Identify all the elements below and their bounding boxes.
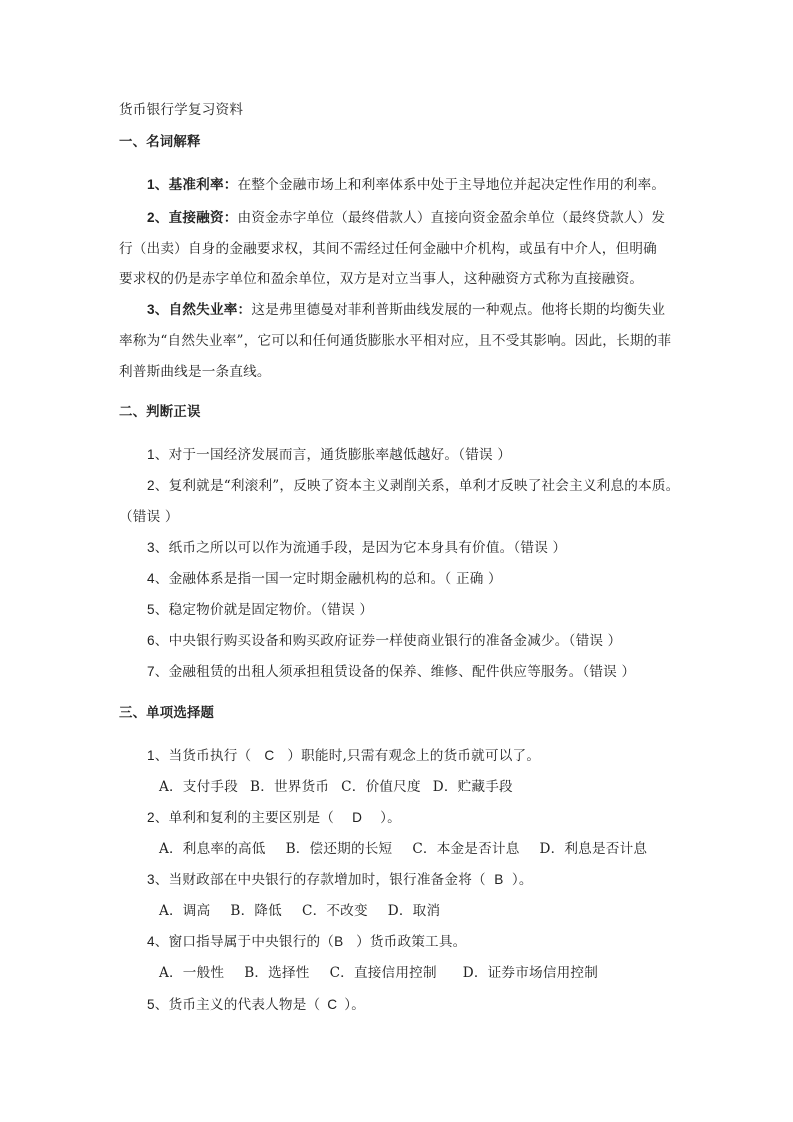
option-c: C．直接信用控制 [329,965,437,981]
item-number: 3、 [147,872,169,887]
definition-item [147,176,665,194]
option-d: D．贮藏手段 [432,779,513,795]
question-stem: 当财政部在中央银行的存款增加时，银行准备金将（ [168,872,486,888]
definition-term: 直接融资 [168,210,224,226]
option-a: A．支付手段 [159,779,238,795]
statement-text: 金融租赁的出租人须承担租赁设备的保养、维修、配件供应等服务。（错误 ） [168,664,636,680]
statement-text: 中央银行购买设备和购买政府证券一样使商业银行的准备金减少。（错误 ） [168,633,622,649]
choice-question [147,996,365,1014]
question-stem: 单利和复利的主要区别是（ [168,810,335,826]
statement-answer-continued: （错误 ） [119,509,179,525]
item-number: 3、 [147,540,169,555]
question-stem: 窗口指导属于中央银行的（ [168,934,335,950]
option-d: D．利息是否计息 [539,841,648,857]
option-a: A．利息率的高低 [159,841,266,857]
definition-text: 由资金赤字单位（最终借款人）直接向资金盈余单位（最终贷款人）发 [237,210,666,226]
choice-options [159,840,647,858]
definition-item [147,209,665,227]
option-d: D．取消 [387,903,441,919]
item-number: 3、 [147,302,169,317]
question-stem-end: ）。 [344,997,366,1013]
question-answer: C [264,748,275,763]
choice-question [147,809,401,827]
choice-options [159,778,513,796]
definition-text-continued: 行（出卖）自身的金融要求权，其间不需经过任何金融中介机构，或虽有中介人，但明确 [119,241,657,257]
question-stem-end: ）货币政策工具。 [356,934,467,950]
true-false-item [147,663,635,681]
item-number: 1、 [147,447,169,462]
choice-question [147,871,533,889]
question-answer: B [334,934,344,949]
item-number: 2、 [147,810,169,825]
statement-text: 稳定物价就是固定物价。（错误 ） [168,602,374,618]
option-c: C．不改变 [301,903,368,919]
option-c: C．价值尺度 [341,779,421,795]
choice-options [159,902,440,920]
statement-text: 对于一国经济发展而言，通货膨胀率越低越好。（错误 ） [168,447,512,463]
item-number: 2、 [147,478,169,493]
definition-term: 基准利率 [168,177,224,193]
statement-text: 纸币之所以可以作为流通手段，是因为它本身具有价值。（错误 ） [168,540,567,556]
definition-text-continued: 率称为“自然失业率”，它可以和任何通货膨胀水平相对应，且不受其影响。因此，长期的菲 [119,333,672,349]
option-b: B．降低 [230,903,282,919]
option-b: B．世界货币 [250,779,330,795]
term-colon: ： [223,177,238,193]
true-false-item [147,601,373,619]
definition-item [147,301,665,319]
item-number: 6、 [147,633,169,648]
choice-question [147,933,466,951]
question-stem-end: ）。 [511,872,533,888]
definition-text-continued: 要求权的仍是赤字单位和盈余单位，双方是对立当事人，这种融资方式称为直接融资。 [119,271,644,287]
true-false-item [147,570,502,588]
choice-options [159,964,598,982]
question-stem-end: ）职能时,只需有观念上的货币就可以了。 [287,748,541,764]
statement-text: 复利就是“利滚利”，反映了资本主义剥削关系，单利才反映了社会主义利息的本质。 [168,478,680,494]
true-false-item [147,446,511,464]
option-d: D．证券市场信用控制 [462,965,598,981]
item-number: 4、 [147,934,169,949]
statement-text: 金融体系是指一国一定时期金融机构的总和。（ 正确 ） [168,571,502,587]
question-stem-end: ）。 [380,810,401,826]
question-answer: B [494,872,504,887]
question-answer: C [327,997,338,1012]
section-heading-definitions: 一、名词解释 [119,135,201,150]
question-stem: 货币主义的代表人物是（ [168,997,321,1013]
option-a: A．一般性 [159,965,225,981]
item-number: 5、 [147,602,169,617]
item-number: 4、 [147,571,169,586]
true-false-item [147,632,621,650]
definition-term: 自然失业率 [168,302,238,318]
option-c: C．本金是否计息 [412,841,520,857]
choice-question [147,747,540,765]
term-colon: ： [223,210,238,226]
true-false-item [147,477,679,495]
option-b: B．偿还期的长短 [285,841,393,857]
item-number: 2、 [147,210,169,225]
definition-text: 在整个金融市场上和利率体系中处于主导地位并起决定性作用的利率。 [237,177,666,193]
option-b: B．选择性 [244,965,310,981]
section-heading-multiple-choice: 三、单项选择题 [119,706,215,721]
question-answer: D [352,810,363,825]
definition-text: 这是弗里德曼对菲利普斯曲线发展的一种观点。他将长期的均衡失业 [251,302,666,318]
item-number: 1、 [147,177,169,192]
option-a: A．调高 [159,903,211,919]
item-number: 7、 [147,664,169,679]
true-false-item [147,539,566,557]
question-stem: 当货币执行（ [168,748,252,764]
item-number: 5、 [147,997,169,1012]
term-colon: ： [237,302,252,318]
item-number: 1、 [147,748,169,763]
definition-text-continued: 利普斯曲线是一条直线。 [119,364,271,380]
document-title: 货币银行学复习资料 [119,102,244,118]
section-heading-true-false: 二、判断正误 [119,405,201,420]
